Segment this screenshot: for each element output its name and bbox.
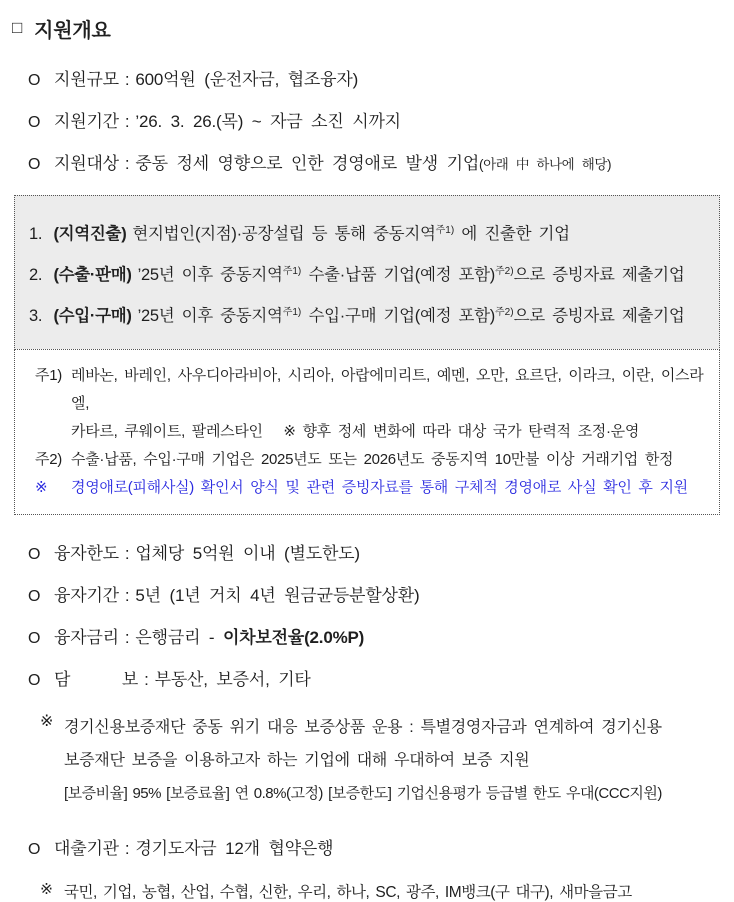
footnote-1-text xyxy=(71,362,709,446)
item-tag: (수출·판매) xyxy=(53,266,132,284)
circle-bullet-icon: O xyxy=(28,546,41,563)
colon: : xyxy=(144,670,149,689)
support-target-label: 지원대상 xyxy=(54,154,119,173)
item-number: 1. xyxy=(29,225,43,243)
eligibility-item-3 xyxy=(29,294,709,335)
item-tag: (지역진출) xyxy=(53,225,127,243)
colon: : xyxy=(124,544,130,563)
lender-label: 대출기관 xyxy=(54,839,119,858)
loan-term-row xyxy=(28,585,728,608)
support-scale-value: 600억원 (운전자금, 협조융자) xyxy=(135,70,359,89)
item-text: ’25년 이후 중동지역 xyxy=(137,307,283,325)
item-text: 에 진출한 기업 xyxy=(454,225,570,243)
eligibility-item-1 xyxy=(29,212,709,253)
item-text: 현지법인(지점)·공장설립 등 통해 중동지역 xyxy=(132,225,436,243)
footnote-1-line-1: 레바논, 바레인, 사우디아라비아, 시리아, 아랍에미리트, 예멘, 오만, 요르단, 이라크, 이란, 이스라엘, xyxy=(71,367,704,412)
item-number: 2. xyxy=(29,266,43,284)
reference-mark-icon: ※ xyxy=(35,479,48,496)
lender-value: 경기도자금 12개 협약은행 xyxy=(135,839,334,858)
support-target-value: 중동 정세 영향으로 인한 경영애로 발생 기업 xyxy=(135,154,480,173)
footnote-1 xyxy=(29,362,709,446)
collateral-row xyxy=(28,669,728,692)
bank-list-text: 국민, 기업, 농협, 산업, 수협, 신한, 우리, 하나, SC, 광주, IM뱅크(구 대구), 새마을금고 xyxy=(64,884,632,901)
colon: : xyxy=(124,112,130,131)
loan-term-value: 5년 (1년 거치 4년 원금균등분할상환) xyxy=(135,586,420,605)
circle-bullet-icon: O xyxy=(28,841,41,858)
page-title-text: 지원개요 xyxy=(34,20,111,42)
circle-bullet-icon: O xyxy=(28,156,41,173)
page-title xyxy=(12,14,728,43)
guarantee-note xyxy=(40,711,728,810)
guarantee-note-line-1: 경기신용보증재단 중동 위기 대응 보증상품 운용 : 특별경영자금과 연계하여 경기신용 xyxy=(64,719,662,736)
support-target-row xyxy=(28,153,728,176)
eligibility-box xyxy=(14,195,720,350)
bank-list xyxy=(40,880,728,902)
footnote-2 xyxy=(29,446,709,474)
lender-row xyxy=(28,838,728,861)
reference-mark-icon: ※ xyxy=(40,713,54,730)
footnote-ref-1: 주1) xyxy=(282,266,302,277)
square-bullet-icon: □ xyxy=(12,17,23,37)
item-text: 수출·납품 기업(예정 포함) xyxy=(301,266,495,284)
support-period-row xyxy=(28,111,728,134)
circle-bullet-icon: O xyxy=(28,114,41,131)
colon: : xyxy=(124,586,130,605)
footnotes-box xyxy=(14,349,720,515)
loan-rate-subsidy: 이차보전율(2.0%P) xyxy=(222,628,365,647)
guarantee-note-line-2: 보증재단 보증을 이용하고자 하는 기업에 대해 우대하여 보증 지원 xyxy=(64,752,530,769)
item-text: 수입·구매 기업(예정 포함) xyxy=(301,307,495,325)
footnote-ref-1: 주1) xyxy=(282,307,302,318)
warning-note xyxy=(29,474,709,502)
colon: : xyxy=(124,70,130,89)
footnote-2-text: 수출·납품, 수입·구매 기업은 2025년도 또는 2026년도 중동지역 10만불 이상 거래기업 한정 xyxy=(71,451,674,468)
loan-rate-row xyxy=(28,627,728,650)
footnote-ref-2: 주2) xyxy=(495,307,514,318)
support-period-value: ’26. 3. 26.(목) ~ 자금 소진 시까지 xyxy=(135,112,401,131)
footnote-1-label: 주1) xyxy=(35,367,62,384)
loan-rate-value: 은행금리 - xyxy=(135,628,215,647)
footnote-ref-1: 주1) xyxy=(435,225,455,236)
guarantee-note-text xyxy=(64,711,728,810)
loan-limit-value: 업체당 5억원 이내 (별도한도) xyxy=(135,544,360,563)
item-number: 3. xyxy=(29,307,43,325)
item-tag: (수입·구매) xyxy=(53,307,132,325)
footnote-ref-2: 주2) xyxy=(495,266,514,277)
colon: : xyxy=(124,154,130,173)
circle-bullet-icon: O xyxy=(28,672,41,689)
support-scale-label: 지원규모 xyxy=(54,70,119,89)
loan-limit-row xyxy=(28,543,728,566)
footnote-1-line-2: 카타르, 쿠웨이트, 팔레스타인 ※ 향후 정세 변화에 따라 대상 국가 탄력적 조정·운영 xyxy=(71,423,640,440)
footnote-2-label: 주2) xyxy=(35,451,62,468)
loan-rate-label: 융자금리 xyxy=(54,628,119,647)
colon: : xyxy=(124,628,130,647)
circle-bullet-icon: O xyxy=(28,588,41,605)
reference-mark-icon: ※ xyxy=(40,881,53,898)
support-target-suffix: (아래 中 하나에 해당) xyxy=(479,157,612,172)
loan-term-label: 융자기간 xyxy=(54,586,119,605)
item-text: 으로 증빙자료 제출기업 xyxy=(513,307,685,325)
eligibility-item-2 xyxy=(29,253,709,294)
collateral-value: 부동산, 보증서, 기타 xyxy=(154,670,311,689)
guarantee-note-line-3: [보증비율] 95% [보증료율] 연 0.8%(고정) [보증한도] 기업신용평가 등급별 한도 우대(CCC지원) xyxy=(64,785,662,802)
support-scale-row xyxy=(28,69,728,92)
circle-bullet-icon: O xyxy=(28,72,41,89)
warning-note-text: 경영애로(피해사실) 확인서 양식 및 관련 증빙자료를 통해 구체적 경영애로 사실 확인 후 지원 xyxy=(71,479,688,496)
colon: : xyxy=(124,839,130,858)
support-period-label: 지원기간 xyxy=(54,112,119,131)
loan-limit-label: 융자한도 xyxy=(54,544,119,563)
collateral-label: 담 보 xyxy=(54,670,139,689)
item-text: 으로 증빙자료 제출기업 xyxy=(513,266,685,284)
item-text: ’25년 이후 중동지역 xyxy=(137,266,283,284)
circle-bullet-icon: O xyxy=(28,630,41,647)
